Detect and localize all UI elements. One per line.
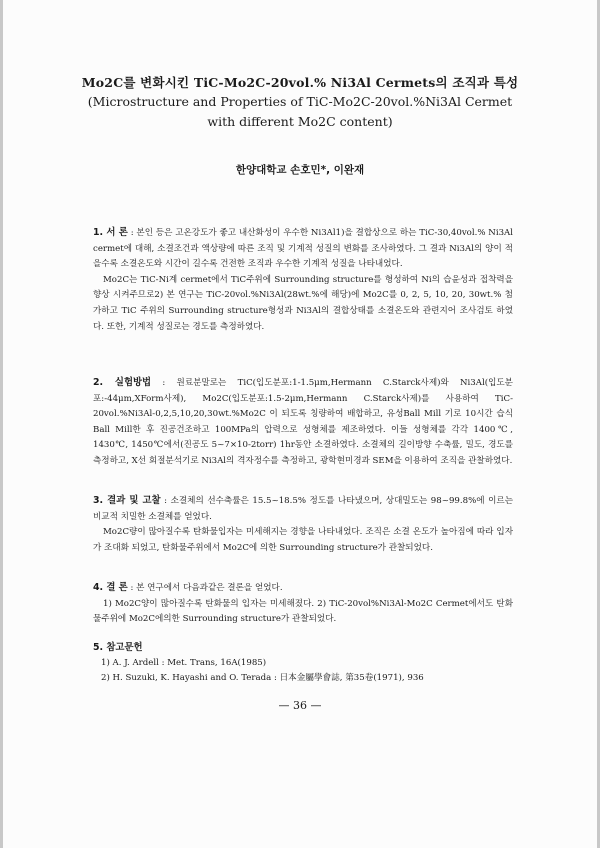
authors: 한양대학교 손호민*, 이완재	[235, 164, 365, 176]
title-korean: Mo2C를 변화시킨 TiC-Mo2C-20vol.% Ni3Al Cermets의 조직과 특성	[81, 75, 519, 90]
results-paragraph-2: Mo2C량이 많아질수록 탄화물입자는 미세해지는 경향을 나타내었다. 조직은 소결 온도가 높아짐에 따라 입자가 조대화 되었고, 탄화물주위에서 Mo2C에 의한 Surrounding structure가 관찰되었다.	[93, 527, 513, 553]
conclusion-paragraph-2: 1) Mo2C양이 많아질수록 탄화물의 입자는 미세해졌다. 2) TiC-20vol%Ni3Al-Mo2C Cermet에서도 탄화물주위에 Mo2C에의한 Surrounding structure가 관찰되었다.	[93, 598, 513, 625]
experimental-paragraph-1: : 원료분말로는 TiC(입도분포:1-1.5μm,Hermann C.Starck사제)와 Ni3Al(입도분포:-44μm,XForm사제), Mo2C(입도분포:1.5-2μm,Hermann C.Starck사제)를 사용하여 TiC-20vol.%Ni3Al-0,2,5,10,20,30wt.%Mo2C 이 되도록 칭량하여 배합하고, 유성Ball Mill 기로 10시간 습식 Ball Mill한 후 진공건조하고 100MPa의 압력으로 성형체를 제조하였다. 이들 성형체를 각각 1400℃, 1430℃, 1450℃에서(진공도 5~7×10-2torr) 1hr동안 소결하였다. 소결체의 길이방향 수축률, 밀도, 경도를 측정하고, X선 회절분석기로 Ni3Al의 격자정수를 측정하고, 광학현미경과 SEM을 이용하여 조직을 관찰하였다.	[93, 378, 513, 466]
section-results	[93, 493, 513, 556]
introduction-paragraph-1: : 본인 등은 고온강도가 좋고 내산화성이 우수한 Ni3Al1)을 결합상으로 하는 TiC-30,40vol.% Ni3Al cermet에 대해, 소결조건과 액상량에 따른 조직 및 기계적 성질의 변화를 조사하였다. 그 결과 Ni3Al의 양이 적을수록 소결온도와 시간이 길수록 건전한 조직과 우수한 기계적 성질을 나타내었다.	[93, 228, 513, 270]
introduction-paragraph-2: Mo2C는 TiC-Ni계 cermet에서 TiC주위에 Surrounding structure를 형성하여 Ni의 습윤성과 접착력을 향상 시켜주므로2) 본 연구는 TiC-20vol.%Ni3Al(28wt.%에 해당)에 Mo2C를 0, 2, 5, 10, 20, 30wt.% 첨가하고 TiC 주위의 Surrounding structure형성과 Ni3Al의 결합상태를 소결온도와 관련지어 조사검토 하였다. 또한, 기계적 성질로는 경도를 측정하였다.	[93, 274, 513, 332]
conclusion-heading: 4. 결 론	[93, 582, 128, 593]
title-english-line1: (Microstructure and Properties of TiC-Mo2C-20vol.%Ni3Al Cermet	[87, 94, 513, 109]
conclusion-paragraph-1: : 본 연구에서 다음과같은 결론을 얻었다.	[130, 583, 283, 593]
section-experimental	[93, 375, 513, 470]
left-scan-edge	[0, 0, 3, 848]
reference-item: 1) A. J. Ardell : Met. Trans, 16A(1985)	[101, 657, 267, 668]
section-introduction	[93, 225, 513, 335]
results-heading: 3. 결과 및 고찰	[93, 495, 161, 506]
section-conclusion	[93, 580, 513, 628]
experimental-heading: 2. 실험방법	[93, 377, 152, 388]
section-references	[93, 640, 513, 687]
title-english-line2: with different Mo2C content)	[207, 114, 393, 129]
page-number: — 36 —	[278, 699, 322, 712]
introduction-heading: 1. 서 론	[93, 227, 128, 238]
reference-item: 2) H. Suzuki, K. Hayashi and O. Terada : 日本金屬學會誌, 第35卷(1971), 936	[101, 673, 424, 684]
references-heading: 5. 참고문헌	[93, 642, 143, 653]
results-paragraph-1: : 소결체의 선수축률은 15.5~18.5% 정도를 나타냈으며, 상대밀도는 98~99.8%에 이르는 비교적 치밀한 소결체를 얻었다.	[93, 496, 513, 522]
